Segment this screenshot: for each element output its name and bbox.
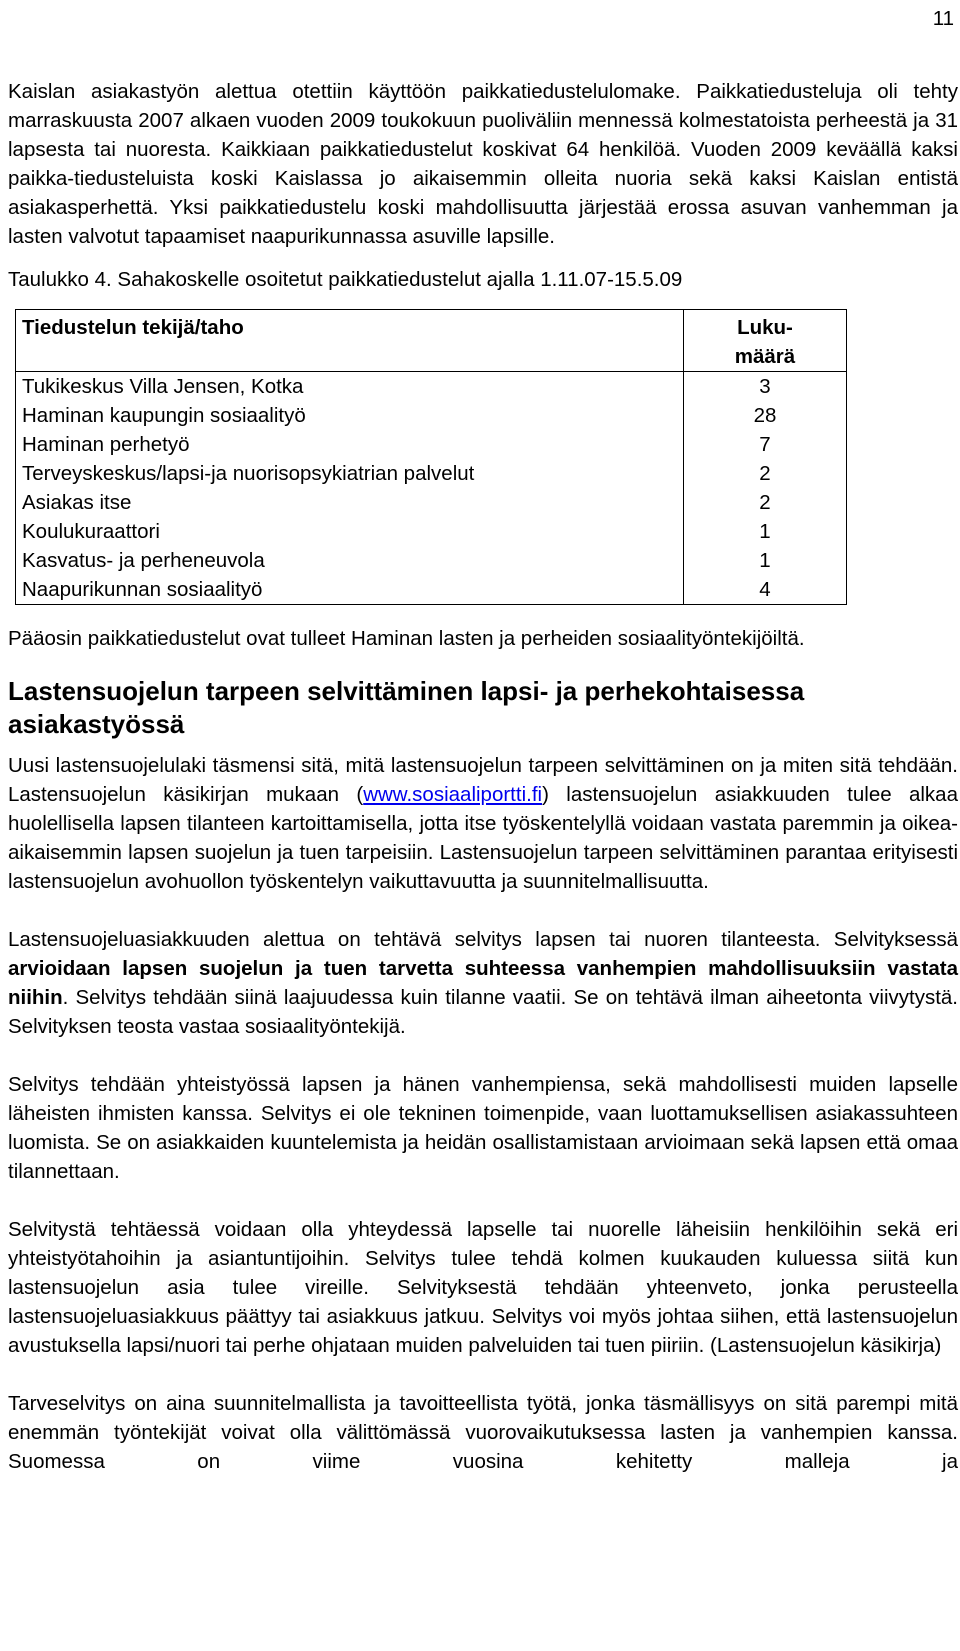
intro-paragraph: Kaislan asiakastyön alettua otettiin käyttöön paikkatiedustelulomake. Paikkatiedusteluja oli tehty marraskuusta 2007 alkaen vuoden 2009 toukokuun puoliväliin mennessä kolmestatoista perheestä ja 31 lapsesta tai nuoresta. Kaikkiaan paikkatiedustelut koskivat 64 henkilöä. Vuoden 2009 keväällä kaksi paikka-tiedusteluista koski Kaislassa jo aikaisemmin olleita nuoria sekä kaksi Kaislan entistä asiakasperhettä. Yksi paikkatiedustelu koski mahdollisuutta järjestää erossa asuvan vanhemman ja lasten valvotut tapaamiset naapurikunnassa asuville lapsille. — [8, 80, 958, 248]
column-header-count-line1: Luku- — [737, 316, 793, 339]
row-source: Kasvatus- ja perheneuvola — [16, 546, 684, 575]
section-p1-text-start: Uusi lastensuojelulaki täsmensi sitä, mitä lastensuojelun tarpeen selvittäminen on ja miten sitä tehdään. Lastensuojelun käsikirjan mukaan ( — [8, 754, 958, 806]
table-row — [16, 517, 847, 546]
section-p2-bold-text: arvioidaan lapsen suojelun ja tuen tarvetta suhteessa vanhempien mahdollisuuksiin vastata niihin — [8, 957, 958, 1009]
section-heading: Lastensuojelun tarpeen selvittäminen lapsi- ja perhekohtaisessa asiakastyössä — [8, 676, 805, 739]
after-table-paragraph: Pääosin paikkatiedustelut ovat tulleet Haminan lasten ja perheiden sosiaalityöntekijöiltä. — [8, 627, 805, 650]
table-row — [16, 488, 847, 517]
row-source: Tukikeskus Villa Jensen, Kotka — [16, 372, 684, 402]
section-paragraph-4: Selvitystä tehtäessä voidaan olla yhteydessä lapselle tai nuorelle läheisiin henkilöihin sekä eri yhteistyötahoihin ja asiantuntijoihin. Selvitys tulee tehdä kolmen kuukauden kuluessa siitä kun lastensuojelun asia tulee vireille. Selvityksestä tehdään yhteenveto, jonka perusteella lastensuojeluasiakkuus päättyy tai asiakkuus jatkuu. Selvitys voi myös johtaa siihen, että lastensuojelun avustuksella lapsi/nuori tai perhe ohjataan muiden palveluiden tai tuen piiriin. (Lastensuojelun käsikirja) — [8, 1218, 958, 1357]
table-row — [16, 430, 847, 459]
table-caption: Taulukko 4. Sahakoskelle osoitetut paikkatiedustelut ajalla 1.11.07-15.5.09 — [8, 268, 683, 291]
section-paragraph-5: Tarveselvitys on aina suunnitelmallista ja tavoitteellista työtä, jonka täsmällisyys on sitä parempi mitä enemmän työntekijät voivat olla välittömässä vuorovaikutuksessa lasten ja vanhempien kanssa. Suomessa on viime vuosina kehitetty malleja ja — [8, 1392, 958, 1473]
row-count: 1 — [684, 517, 847, 546]
row-count: 28 — [684, 401, 847, 430]
page-number: 11 — [932, 7, 954, 30]
section-p2-text-start: Lastensuojeluasiakkuuden alettua on tehtävä selvitys lapsen tai nuoren tilanteesta. Selvityksessä — [8, 928, 958, 951]
column-header-count-line2: määrä — [734, 345, 796, 368]
row-source: Asiakas itse — [16, 488, 684, 517]
row-count: 1 — [684, 546, 847, 575]
column-header-count — [684, 310, 847, 372]
row-count: 3 — [684, 372, 847, 402]
row-source: Terveyskeskus/lapsi-ja nuorisopsykiatrian palvelut — [16, 459, 684, 488]
row-count: 2 — [684, 488, 847, 517]
row-source: Koulukuraattori — [16, 517, 684, 546]
section-paragraph-1 — [8, 751, 958, 896]
row-source: Haminan perhetyö — [16, 430, 684, 459]
document-body — [8, 77, 958, 1476]
table-row — [16, 575, 847, 605]
row-source: Naapurikunnan sosiaalityö — [16, 575, 684, 605]
row-source: Haminan kaupungin sosiaalityö — [16, 401, 684, 430]
row-count: 7 — [684, 430, 847, 459]
row-count: 4 — [684, 575, 847, 605]
table-row — [16, 372, 847, 402]
section-paragraph-3: Selvitys tehdään yhteistyössä lapsen ja hänen vanhempiensa, sekä mahdollisesti muiden lapselle läheisten ihmisten kanssa. Selvitys ei ole tekninen toimenpide, vaan luottamuksellisen asiakassuhteen luomista. Se on asiakkaiden kuuntelemista ja heidän osallistamistaan arvioimaan sekä lapsen että omaa tilannettaan. — [8, 1073, 958, 1183]
table-row — [16, 546, 847, 575]
inquiry-source-table — [15, 309, 847, 605]
table-row — [16, 459, 847, 488]
sosiaaliportti-link[interactable]: www.sosiaaliportti.fi — [363, 783, 543, 806]
section-paragraph-2 — [8, 925, 958, 1041]
section-p2-text-end: . Selvitys tehdään siinä laajuudessa kuin tilanne vaatii. Se on tehtävä ilman aiheetonta viivytystä. Selvityksen teosta vastaa sosiaalityöntekijä. — [8, 986, 958, 1038]
table-header-row — [16, 310, 847, 372]
section-p1-text-end: ) lastensuojelun asiakkuuden tulee alkaa huolellisella lapsen tilanteen kartoittamisella, jotta itse työskentelyllä voidaan vastata paremmin ja oikea-aikaisemmin lapsen suojelun ja tuen tarpeisiin. Lastensuojelun tarpeen selvittäminen parantaa erityisesti lastensuojelun avohuollon työskentelyn vaikuttavuutta ja suunnitelmallisuutta. — [8, 783, 958, 893]
table-row — [16, 401, 847, 430]
row-count: 2 — [684, 459, 847, 488]
column-header-source: Tiedustelun tekijä/taho — [16, 310, 684, 372]
